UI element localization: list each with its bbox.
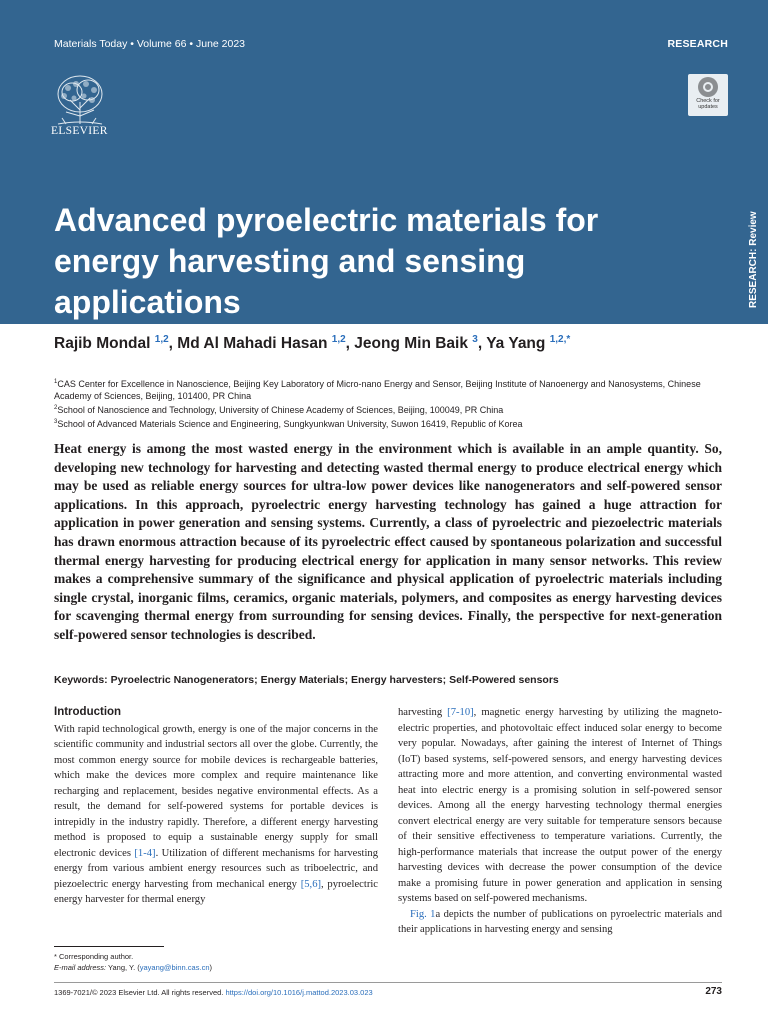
journal-citation-line: Materials Today • Volume 66 • June 2023 <box>54 38 246 50</box>
author-list: Rajib Mondal $^{1,2}$, Md Al Mahadi Hasan $^{1,2}$, Jeong Min Baik $^3$, Ya Yang $^{1,2,*}$ <box>54 334 571 353</box>
journal-header-band <box>0 0 768 324</box>
footer-rule <box>54 982 722 983</box>
author-name: Rajib Mondal <box>54 335 151 353</box>
body-paragraph: With rapid technological growth, energy is one of the major concerns in the scientific community and industrial sectors all over the globe. Currently, the most common energy source for mobile devices is rechargeable batteries, which make the devices more complex and require maintenance like recharging and replacement, besides negative environmental effects. As a result, the demand for self-powered systems for portable devices is intrepidly in the industry rapidly. Therefore, a different energy harvesting method is proposed to equip a sustainable energy supply for small electronic devices [1-4]. Utilization of different mechanisms for harvesting energy from various ambient energy resources such as triboelectric, and piezoelectric energy harvesting from mechanical energy [5,6], pyroelectric energy harvester for thermal energy <box>54 723 378 905</box>
affiliation-item: $^3$School of Advanced Materials Science and Engineering, Sungkyunkwan University, Suwon 16419, Republic of Korea <box>54 419 523 429</box>
author-name: Ya Yang <box>486 335 546 353</box>
keywords: Keywords: Pyroelectric Nanogenerators; Energy Materials; Energy harvesters; Self-Powered sensors <box>54 674 559 686</box>
footer-copyright: 1369-7021/© 2023 Elsevier Ltd. All rights reserved. https://doi.org/10.1016/j.mattod.2023.03.023 <box>54 988 373 997</box>
body-column-right <box>398 705 722 938</box>
affiliations <box>54 376 714 430</box>
citation-link[interactable]: [5,6] <box>300 878 322 890</box>
doi-link[interactable]: https://doi.org/10.1016/j.mattod.2023.03.023 <box>225 988 373 997</box>
body-column-left <box>54 705 378 908</box>
abstract: Heat energy is among the most wasted energy in the environment which is available in an ample quantity. So, developing new technology for harvesting and detecting wasted thermal energy to produce electrical energy which may be used as reliable energy sources for ultra-low power devices like nanogenerators and self-powered sensor applications. In this approach, pyroelectric energy harvesting technology has gained a huge attraction for application in power generation and sensing systems. Currently, a class of pyroelectric and piezoelectric materials has drawn enormous attraction because of its pyroelectric effect caused by spontaneous polarization and successful thermal energy harvesting for producing electrical energy for application in many sensor networks. This review makes a comprehensive summary of the significance and physical application of pyroelectric materials including single crystal, inorganic films, ceramics, organic materials, polymers, and composites as energy harvesting devices for scavenging thermal energy from surrounding for sensing devices. Finally, the perspective for next-generation self-powered sensor technologies is described. <box>54 441 722 642</box>
author-name: Md Al Mahadi Hasan <box>177 335 328 353</box>
author-affil-ref[interactable]: 1,2,* <box>549 334 571 345</box>
elsevier-wordmark: ELSEVIER <box>51 125 108 137</box>
corresponding-author-footnote: * Corresponding author. E-mail address: Yang, Y. (yayang@binn.cas.cn) <box>54 952 212 972</box>
article-title: Advanced pyroelectric materials for energy harvesting and sensing applications <box>54 202 599 320</box>
check-for-updates-badge[interactable] <box>688 74 728 116</box>
footnote-rule <box>54 946 164 947</box>
check-updates-label: Check for updates <box>696 98 720 110</box>
page-number: 273 <box>705 986 722 997</box>
author-affil-ref[interactable]: 1,2 <box>331 334 346 345</box>
figure-link[interactable]: Fig. 1 <box>410 908 436 920</box>
side-section-label: RESEARCH: Review <box>748 211 759 308</box>
affiliation-item: $^1$CAS Center for Excellence in Nanoscience, Beijing Key Laboratory of Micro-nano Energy and Sensor, Beijing Institute of Nanoenergy and Nanosystems, Chinese Academy of Sciences, Beijing, 101400, PR China <box>54 379 701 401</box>
check-updates-icon <box>698 77 718 97</box>
body-paragraph: Fig. 1a depicts the number of publications on pyroelectric materials and their applications in harvesting energy and sensing <box>398 908 722 935</box>
author-affil-ref[interactable]: 1,2 <box>154 334 169 345</box>
section-tag: RESEARCH <box>667 38 728 50</box>
citation-link[interactable]: [7-10] <box>447 707 474 718</box>
author-affil-ref[interactable]: 3 <box>472 334 478 345</box>
section-heading: Introduction <box>54 706 122 718</box>
affiliation-item: $^2$School of Nanoscience and Technology, University of Chinese Academy of Sciences, Beijing, 100049, PR China <box>54 405 504 415</box>
email-link[interactable]: yayang@binn.cas.cn <box>139 963 210 972</box>
citation-link[interactable]: [1-4] <box>134 847 156 859</box>
body-paragraph: harvesting [7-10], magnetic energy harvesting by utilizing the magneto-electric properties, and photovoltaic effect induced solar energy to become very popular. Nowadays, after gaining the interest of Internet of Things (IoT) based systems, self-powered sensors, and energy harvesting devices attracting more and more attention, and converting environmental wasted heat into electric energy is a promising solution in self-powered sensor devices. Among all the energy harvesting technology thermal energies convert electrical energy are very suitable for temperature sensors because of their sensitive effectiveness to temperature variations. Currently, the high-performance materials that increase the output power of the energy harvesting devices with decrease the power consumption of the device make a promising future in power generation and application in sensing systems based on self-powered mechanisms. <box>398 707 723 904</box>
author-name: Jeong Min Baik <box>354 335 468 353</box>
